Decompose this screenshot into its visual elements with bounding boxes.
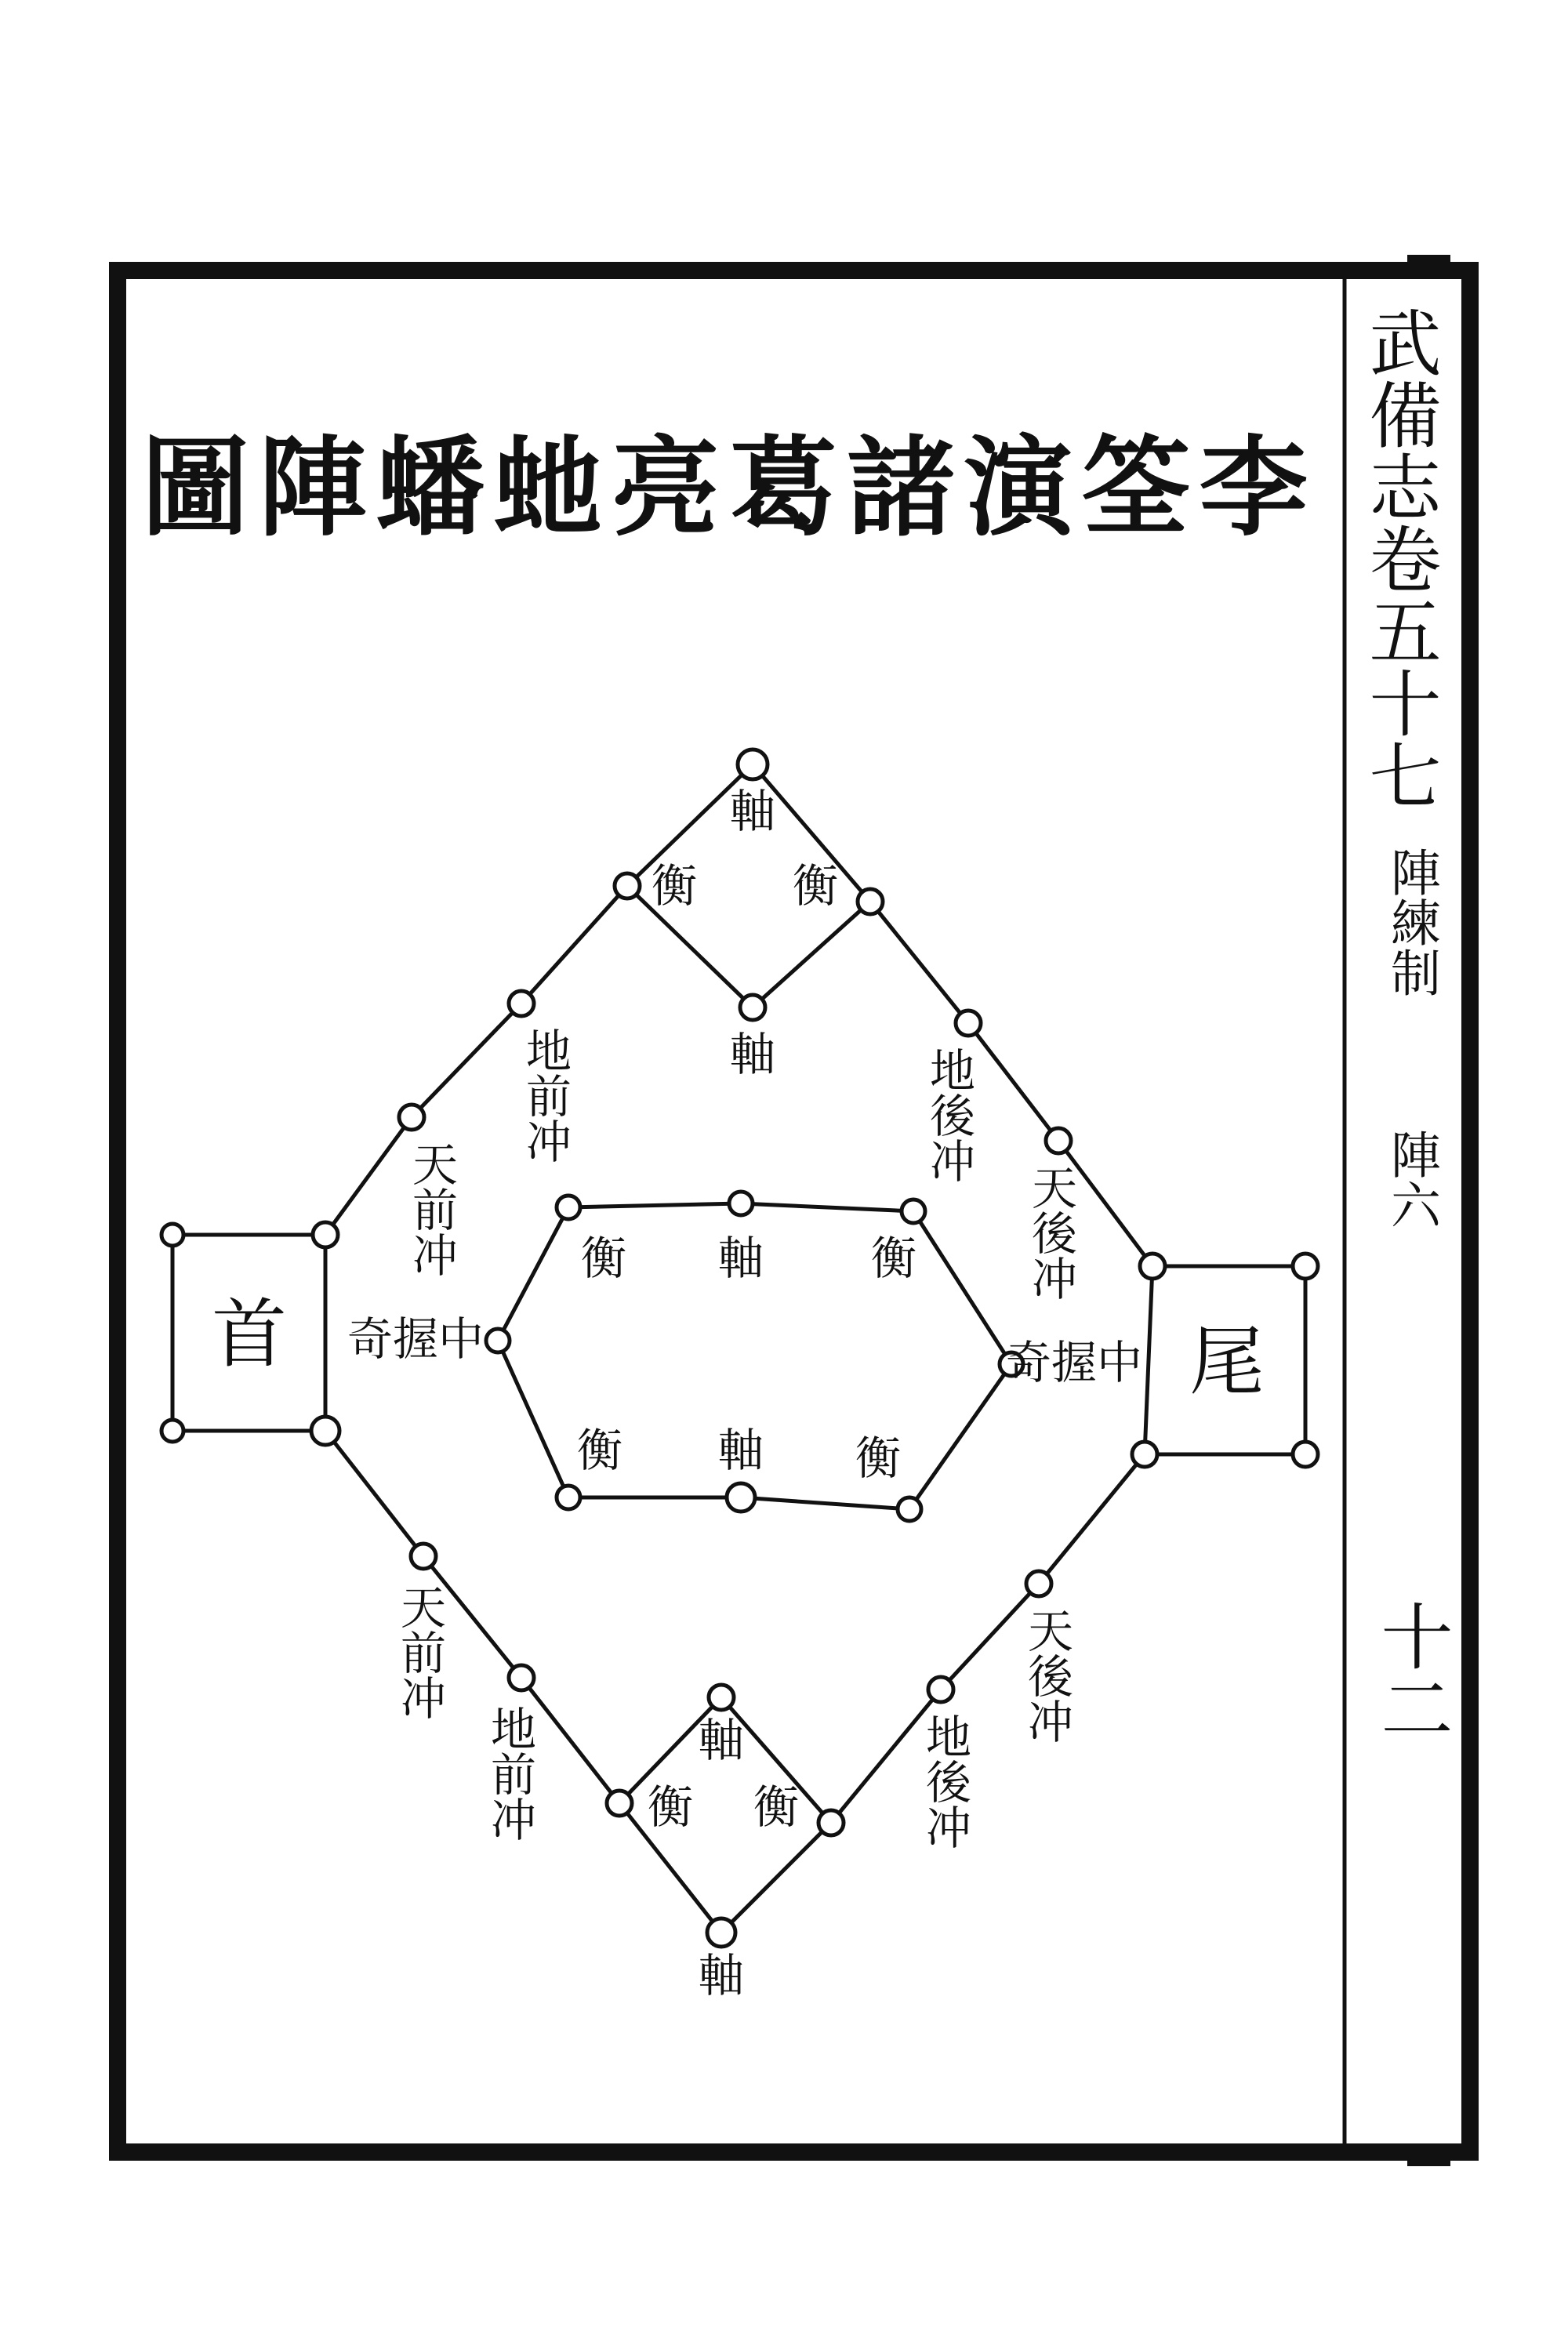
node-top-heng-left: [615, 873, 640, 898]
node-right-box-bl: [1132, 1442, 1157, 1467]
right-box-label: 尾: [1189, 1318, 1265, 1406]
label-lower-right-di: 地後冲: [918, 1713, 971, 1849]
node-left-box-tr: [313, 1222, 338, 1247]
node-inner-bot-mid: [727, 1483, 755, 1512]
node-bot-axis-top: [709, 1685, 734, 1710]
node-upper-right-di: [956, 1011, 981, 1036]
section-label: 陣練制: [1382, 847, 1440, 997]
node-top-heng-right: [858, 889, 883, 914]
label-upper-left-di: 地前冲: [518, 1027, 572, 1163]
node-inner-bot-right: [898, 1497, 921, 1521]
label-inner-top-right: 衡: [870, 1232, 917, 1285]
label-bot-heng-left: 衡: [647, 1780, 694, 1834]
label-inner-top-mid: 軸: [717, 1232, 764, 1285]
page-number: 十二: [1369, 1599, 1454, 1744]
label-inner-top-left: 衡: [580, 1232, 627, 1285]
node-left-box-tl: [162, 1224, 183, 1246]
label-top-axis-bottom: 軸: [729, 1028, 776, 1081]
node-inner-top-right: [902, 1200, 925, 1223]
node-lower-left-tian: [411, 1544, 436, 1569]
node-top-axis-top: [738, 750, 768, 779]
label-inner-left-mid: 奇握中: [347, 1312, 485, 1366]
label-upper-right-tian: 天後冲: [1024, 1164, 1077, 1301]
label-top-heng-right: 衡: [792, 859, 839, 913]
node-bot-heng-left: [607, 1791, 632, 1816]
label-upper-left-tian: 天前冲: [405, 1141, 458, 1277]
label-inner-bot-left: 衡: [576, 1424, 623, 1477]
node-right-box-br: [1293, 1442, 1318, 1467]
label-top-axis-top: 軸: [729, 785, 776, 838]
node-lower-right-di: [928, 1677, 953, 1702]
label-lower-left-tian: 天前冲: [393, 1584, 446, 1720]
label-top-heng-left: 衡: [651, 859, 698, 913]
label-inner-right-mid: 奇握中: [1005, 1336, 1143, 1389]
diagram-title: 李筌演諸葛亮虵蟠陣圖: [140, 423, 1318, 551]
label-inner-bot-right: 衡: [855, 1432, 902, 1485]
node-inner-left-mid: [486, 1329, 510, 1352]
subsection-label: 陣六: [1382, 1129, 1440, 1229]
book-title: 武備志卷五十七: [1357, 306, 1442, 811]
label-bot-axis-top: 軸: [698, 1714, 745, 1767]
label-bot-heng-right: 衡: [753, 1780, 800, 1834]
node-upper-right-tian: [1046, 1128, 1071, 1153]
node-labels: [577, 785, 916, 2002]
node-right-box-tr: [1293, 1254, 1318, 1279]
label-upper-right-di: 地後冲: [922, 1047, 975, 1183]
node-left-box-bl: [162, 1420, 183, 1442]
node-upper-left-tian: [399, 1105, 424, 1130]
margin-column: [1358, 306, 1454, 1744]
node-right-box-tl: [1140, 1254, 1165, 1279]
left-box-label: 首: [212, 1290, 287, 1378]
label-inner-bot-mid: 軸: [717, 1424, 764, 1477]
label-bot-axis-bottom: 軸: [698, 1949, 745, 2002]
node-bot-axis-bottom: [707, 1918, 735, 1947]
node-inner-bot-left: [557, 1486, 580, 1509]
label-lower-right-tian: 天後冲: [1020, 1607, 1073, 1744]
node-inner-top-left: [557, 1196, 580, 1219]
node-inner-top-mid: [729, 1192, 753, 1215]
node-upper-left-di: [509, 991, 534, 1016]
node-left-box-br: [311, 1417, 339, 1445]
node-top-axis-bottom: [740, 995, 765, 1020]
node-lower-right-tian: [1026, 1571, 1051, 1596]
node-bot-heng-right: [818, 1810, 844, 1835]
node-lower-left-di: [509, 1665, 534, 1690]
label-lower-left-di: 地前冲: [483, 1705, 536, 1842]
